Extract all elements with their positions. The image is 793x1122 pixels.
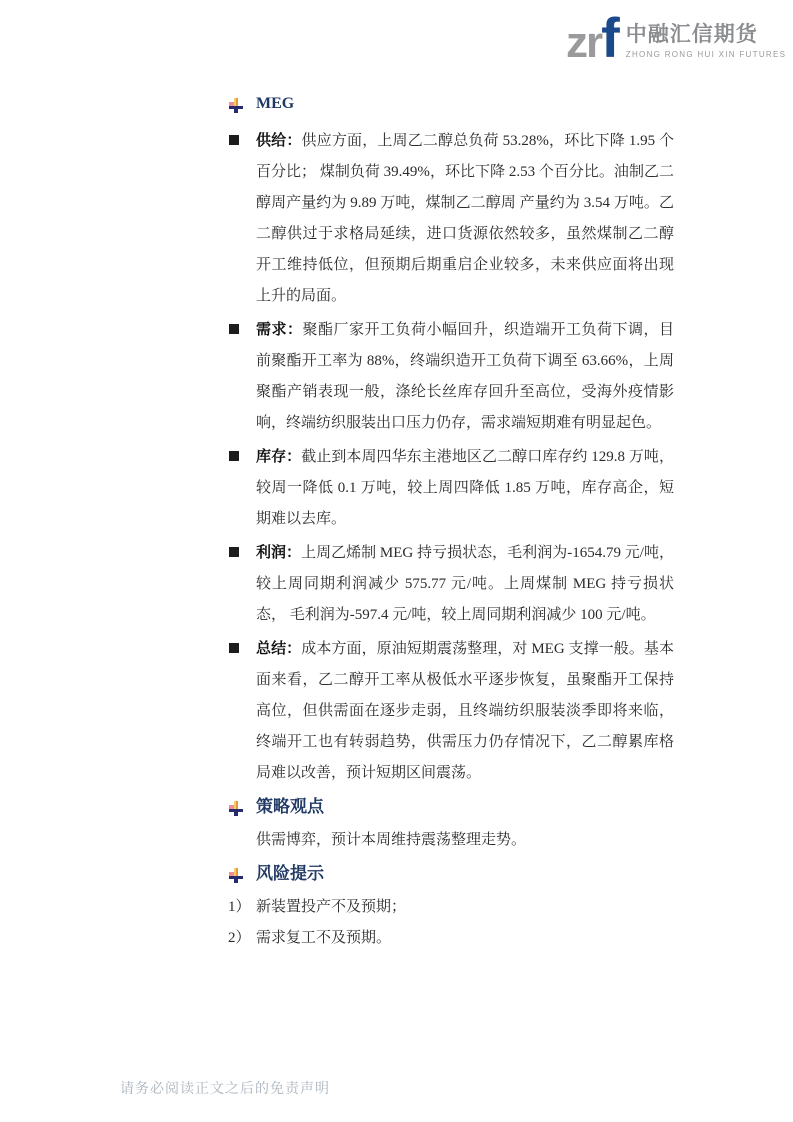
- risk-item-number: 2）: [228, 930, 251, 946]
- bullet-label: 总结：: [256, 640, 302, 657]
- bullet-label: 供给：: [256, 132, 302, 149]
- risk-item-2: [228, 923, 674, 954]
- bullet-item-summary: [228, 633, 674, 789]
- logo-zrf-mark: [566, 6, 618, 69]
- square-bullet-icon: [229, 451, 239, 461]
- square-bullet-icon: [229, 643, 239, 653]
- flag-bullet-icon: [229, 98, 243, 113]
- square-bullet-icon: [229, 324, 239, 334]
- bullet-text: 聚酯厂家开工负荷小幅回升，织造端开工负荷下调，目前聚酯开工率为 88%，终端织造开工负荷下调至 63.66%，上周聚酯产销表现一般，涤纶长丝库存回升至高位，受海外疫情影响，终端纺织服装出口压力仍存，需求端短期难有明显起色。: [256, 322, 674, 431]
- flag-bullet-icon: [229, 868, 243, 883]
- page-title: MEG: [256, 95, 295, 112]
- flag-bullet-icon: [229, 801, 243, 816]
- square-bullet-icon: [229, 135, 239, 145]
- risk-heading-label: 风险提示: [256, 864, 324, 883]
- footer-disclaimer: 请务必阅读正文之后的免责声明: [120, 1082, 330, 1097]
- bullet-item-supply: [228, 125, 674, 312]
- bullet-item-profit: [228, 537, 674, 631]
- bullet-text: 成本方面，原油短期震荡整理，对 MEG 支撑一般。基本面来看，乙二醇开工率从极低水平逐步恢复，虽聚酯开工保持高位，但供需面在逐步走弱，且终端纺织服装淡季即将来临，终端开工也有转弱趋势，供需压力仍存情况下，乙二醇累库格局难以改善，预计短期区间震荡。: [256, 641, 674, 781]
- bullet-label: 库存：: [256, 448, 302, 465]
- report-body: [228, 88, 674, 954]
- bullet-item-inventory: [228, 441, 674, 535]
- square-bullet-icon: [229, 547, 239, 557]
- logo-company-name-en: ZHONG RONG HUI XIN FUTURES: [625, 49, 787, 59]
- risk-item-text: 新装置投产不及预期；: [256, 899, 407, 915]
- risk-item-number: 1）: [228, 899, 251, 915]
- section-heading-meg: [228, 88, 674, 120]
- logo-zr-letters: zr: [566, 18, 602, 67]
- bullet-text: 供应方面，上周乙二醇总负荷 53.28%，环比下降 1.95 个百分比； 煤制负荷 39.49%，环比下降 2.53 个百分比。油制乙二醇周产量约为 9.89 万吨，煤制乙二醇周 产量约为 3.54 万吨。乙二醇供过于求格局延续，进口货源依然较多，虽然煤制乙二醇开工维持低位，但预期后期重启企业较多，未来供应面将出现上升的局面。: [256, 133, 674, 304]
- risk-item-1: [228, 892, 674, 923]
- section-heading-risk: [228, 858, 674, 891]
- logo-wordmark: [626, 17, 786, 58]
- bullet-text: 上周乙烯制 MEG 持亏损状态，毛利润为-1654.79 元/吨，较上周同期利润减少 575.77 元/吨。上周煤制 MEG 持亏损状态， 毛利润为-597.4 元/吨，较上周同期利润减少 100 元/吨。: [256, 545, 674, 623]
- bullet-item-demand: [228, 314, 674, 439]
- strategy-heading-label: 策略观点: [256, 797, 324, 816]
- company-logo: [566, 6, 787, 69]
- bullet-text: 截止到本周四华东主港地区乙二醇口库存约 129.8 万吨，较周一降低 0.1 万吨，较上周四降低 1.85 万吨，库存高企，短期难以去库。: [256, 449, 674, 527]
- logo-company-name-cn: 中融汇信期货: [625, 23, 758, 47]
- logo-f-letter: f: [601, 6, 618, 69]
- bullet-label: 利润：: [256, 544, 302, 561]
- strategy-text: 供需博弈，预计本周维持震荡整理走势。: [256, 832, 527, 848]
- section-heading-strategy: [228, 791, 674, 824]
- risk-item-text: 需求复工不及预期。: [256, 930, 392, 946]
- bullet-label: 需求：: [256, 321, 303, 338]
